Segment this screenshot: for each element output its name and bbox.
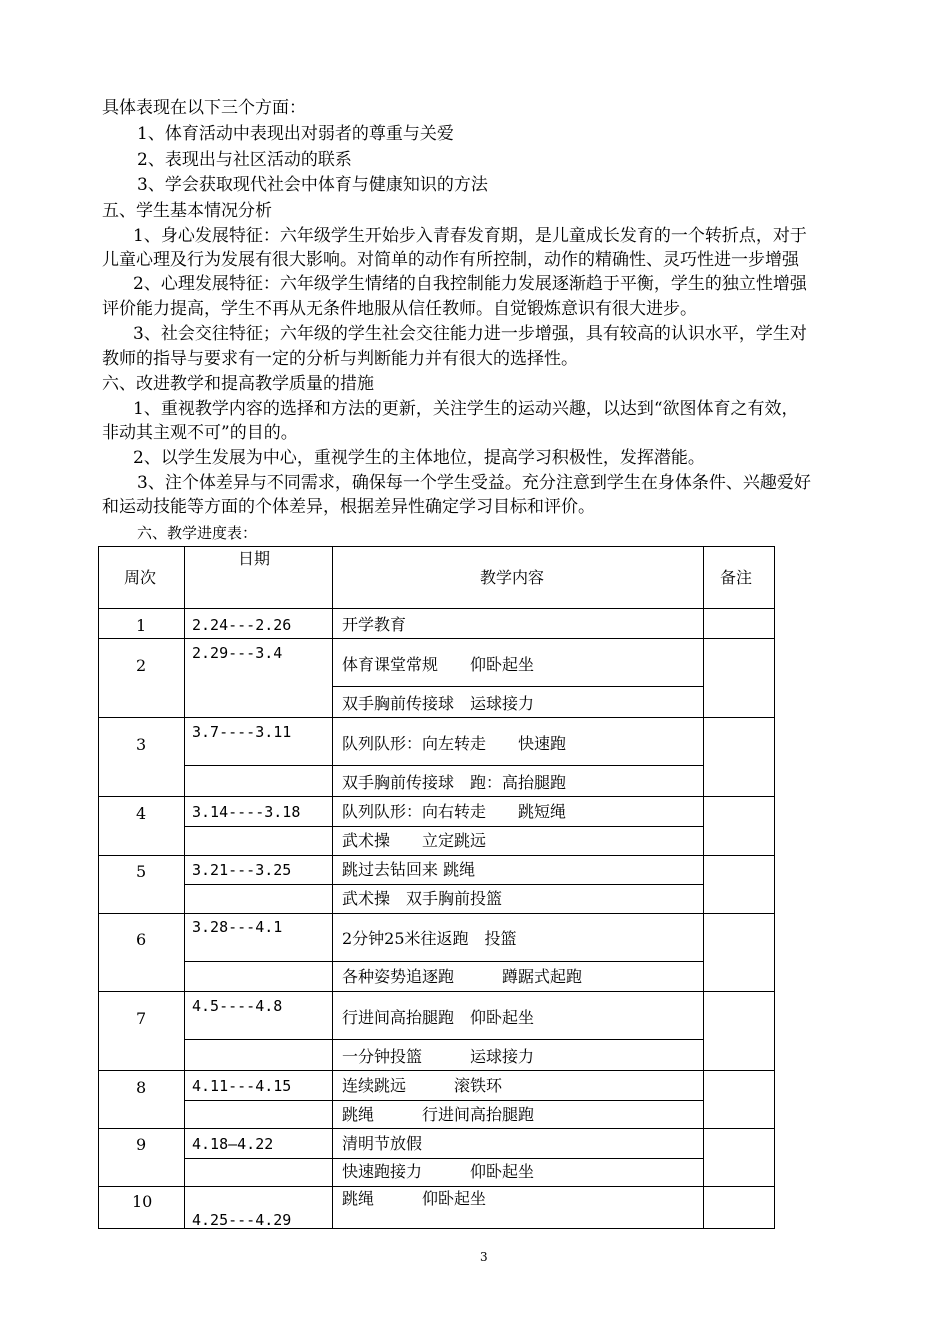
date-9: 4.18—4.22 xyxy=(192,1135,274,1153)
week-9: 9 xyxy=(136,1135,147,1154)
content-3-b: 双手胸前传接球 跑：高抬腿跑 xyxy=(342,773,567,792)
content-8-a: 连续跳远 滚铁环 xyxy=(342,1076,503,1095)
section5-line-5: 3、社会交往特征；六年级的学生社会交往能力进一步增强，具有较高的认识水平，学生对 xyxy=(133,324,807,344)
section6-line-4: 3、注个体差异与不同需求，确保每一个学生受益。充分注意到学生在身体条件、兴趣爱好 xyxy=(137,473,811,493)
section5-heading: 五、学生基本情况分析 xyxy=(102,201,272,221)
date-1: 2.24---2.26 xyxy=(192,616,292,634)
week-10: 10 xyxy=(132,1192,153,1211)
date-6: 3.28---4.1 xyxy=(192,918,283,936)
content-7-a: 行进间高抬腿跑 仰卧起坐 xyxy=(342,1008,535,1027)
header-content: 教学内容 xyxy=(480,568,545,587)
section6-line-3: 2、以学生发展为中心，重视学生的主体地位，提高学习积极性，发挥潜能。 xyxy=(133,448,705,468)
intro-lead: 具体表现在以下三个方面： xyxy=(102,98,306,118)
header-date: 日期 xyxy=(238,549,271,568)
section5-line-3: 2、心理发展特征：六年级学生情绪的自我控制能力发展逐渐趋于平衡，学生的独立性增强 xyxy=(133,274,807,294)
content-2-a: 体育课堂常规 仰卧起坐 xyxy=(342,655,535,674)
content-4-b: 武术操 立定跳远 xyxy=(342,831,487,850)
header-note: 备注 xyxy=(720,568,753,587)
section5-line-2: 儿童心理及行为发展有很大影响。对简单的动作有所控制，动作的精确性、灵巧性进一步增强 xyxy=(102,250,799,270)
content-5-b: 武术操 双手胸前投篮 xyxy=(342,889,503,908)
week-2: 2 xyxy=(136,656,147,675)
content-6-b: 各种姿势追逐跑 蹲踞式起跑 xyxy=(342,967,583,986)
schedule-caption: 六、教学进度表： xyxy=(137,524,258,542)
week-5: 5 xyxy=(136,862,147,881)
section5-line-6: 教师的指导与要求有一定的分析与判断能力并有很大的选择性。 xyxy=(102,349,578,369)
intro-item-1: 1、体育活动中表现出对弱者的尊重与关爱 xyxy=(137,124,454,144)
content-9-a: 清明节放假 xyxy=(342,1134,423,1153)
content-7-b: 一分钟投篮 运球接力 xyxy=(342,1047,535,1066)
intro-item-2: 2、表现出与社区活动的联系 xyxy=(137,150,352,170)
week-7: 7 xyxy=(136,1009,147,1028)
section6-line-1: 1、重视教学内容的选择和方法的更新，关注学生的运动兴趣，以达到“欲图体育之有效， xyxy=(133,399,799,419)
section5-line-1: 1、身心发展特征：六年级学生开始步入青春发育期，是儿童成长发育的一个转折点，对于 xyxy=(133,226,807,246)
date-10: 4.25---4.29 xyxy=(192,1211,292,1229)
intro-item-3: 3、学会获取现代社会中体育与健康知识的方法 xyxy=(137,175,488,195)
content-4-a: 队列队形：向右转走 跳短绳 xyxy=(342,802,567,821)
page-number: 3 xyxy=(480,1250,488,1264)
content-8-b: 跳绳 行进间高抬腿跑 xyxy=(342,1105,535,1124)
content-1-a: 开学教育 xyxy=(342,615,407,634)
content-3-a: 队列队形：向左转走 快速跑 xyxy=(342,734,567,753)
content-9-b: 快速跑接力 仰卧起坐 xyxy=(342,1162,535,1181)
content-10-a: 跳绳 仰卧起坐 xyxy=(342,1189,487,1208)
week-8: 8 xyxy=(136,1078,147,1097)
date-4: 3.14----3.18 xyxy=(192,803,301,821)
section6-heading: 六、改进教学和提高教学质量的措施 xyxy=(102,374,374,394)
content-2-b: 双手胸前传接球 运球接力 xyxy=(342,694,535,713)
content-5-a: 跳过去钻回来 跳绳 xyxy=(342,860,476,879)
section5-line-4: 评价能力提高，学生不再从无条件地服从信任教师。自觉锻炼意识有很大进步。 xyxy=(102,299,697,319)
week-1: 1 xyxy=(136,616,147,635)
date-8: 4.11---4.15 xyxy=(192,1077,292,1095)
section6-line-2: 非动其主观不可”的目的。 xyxy=(102,423,298,443)
header-week: 周次 xyxy=(124,568,157,587)
week-4: 4 xyxy=(136,804,147,823)
week-3: 3 xyxy=(136,735,147,754)
date-7: 4.5----4.8 xyxy=(192,997,283,1015)
date-2: 2.29---3.4 xyxy=(192,644,283,662)
date-5: 3.21---3.25 xyxy=(192,861,292,879)
date-3: 3.7----3.11 xyxy=(192,723,292,741)
week-6: 6 xyxy=(136,930,147,949)
section6-line-5: 和运动技能等方面的个体差异，根据差异性确定学习目标和评价。 xyxy=(102,497,595,517)
content-6-a: 2分钟25米往返跑 投篮 xyxy=(342,929,517,948)
